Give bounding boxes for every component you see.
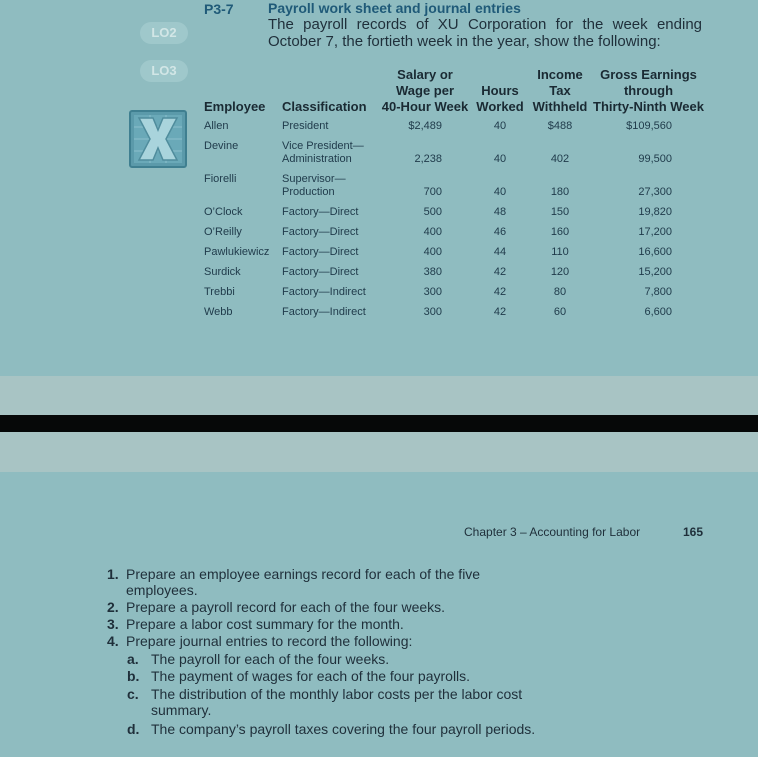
row-trebbi-salary: 300 xyxy=(423,286,442,298)
page-number: 165 xyxy=(683,525,704,539)
page-gap-band xyxy=(0,376,758,415)
chapter-label: Chapter 3 – Accounting for Labor xyxy=(464,525,641,539)
row-oclock-gross: 19,820 xyxy=(638,206,672,218)
task-4c-text: The distribution of the monthly labor costs per the labor cost summary. xyxy=(151,686,523,718)
task-4b-text: The payment of wages for each of the four payrolls. xyxy=(151,668,471,684)
row-allen-tax: $488 xyxy=(547,120,573,132)
row-trebbi-classification: Factory—Indirect xyxy=(282,286,366,298)
row-oclock-classification: Factory—Direct xyxy=(282,206,359,218)
header-hours: Hours Worked xyxy=(476,83,524,114)
lo-badge-lo2: LO2 xyxy=(140,22,188,44)
row-pawlukiewicz-employee: Pawlukiewicz xyxy=(204,246,270,258)
row-webb-gross: 6,600 xyxy=(644,306,672,318)
row-oreilly-gross: 17,200 xyxy=(638,226,672,238)
row-allen-salary: $2,489 xyxy=(408,120,442,132)
row-oclock-hours: 48 xyxy=(493,206,507,218)
row-webb-employee: Webb xyxy=(204,306,233,318)
row-allen-classification: President xyxy=(282,120,329,132)
row-devine-employee: Devine xyxy=(204,140,239,152)
row-fiorelli-hours: 40 xyxy=(493,186,507,198)
row-oclock-tax: 150 xyxy=(550,206,570,218)
row-allen-employee: Allen xyxy=(204,120,229,132)
row-oreilly-salary: 400 xyxy=(423,226,442,238)
task-4d-number: d. xyxy=(127,721,140,737)
task-4a-number: a. xyxy=(127,651,139,667)
row-trebbi-tax: 80 xyxy=(553,286,567,298)
lo-badge-lo3: LO3 xyxy=(140,60,188,82)
page-divider-bar xyxy=(0,415,758,432)
row-oreilly-hours: 46 xyxy=(493,226,507,238)
row-devine-gross: 99,500 xyxy=(638,153,672,165)
row-pawlukiewicz-hours: 44 xyxy=(493,246,507,258)
row-surdick-classification: Factory—Direct xyxy=(282,266,359,278)
task-2-text: Prepare a payroll record for each of the four weeks. xyxy=(126,599,446,615)
row-pawlukiewicz-salary: 400 xyxy=(423,246,442,258)
row-trebbi-employee: Trebbi xyxy=(204,286,235,298)
row-fiorelli-classification: Supervisor— Production xyxy=(282,173,346,198)
row-pawlukiewicz-gross: 16,600 xyxy=(638,246,672,258)
row-webb-classification: Factory—Indirect xyxy=(282,306,366,318)
row-devine-salary: 2,238 xyxy=(414,153,442,165)
row-surdick-tax: 120 xyxy=(550,266,570,278)
problem-title: Payroll work sheet and journal entries xyxy=(268,0,521,16)
row-oreilly-classification: Factory—Direct xyxy=(282,226,359,238)
row-pawlukiewicz-tax: 110 xyxy=(551,246,569,258)
row-fiorelli-gross: 27,300 xyxy=(638,186,672,198)
task-1-text: Prepare an employee earnings record for each of the five employees. xyxy=(126,566,481,598)
row-trebbi-hours: 42 xyxy=(493,286,507,298)
row-oclock-salary: 500 xyxy=(423,206,442,218)
task-4-number: 4. xyxy=(107,633,119,649)
header-classification: Classification xyxy=(282,99,367,114)
header-employee: Employee xyxy=(204,99,266,114)
row-devine-hours: 40 xyxy=(493,153,507,165)
row-surdick-salary: 380 xyxy=(423,266,442,278)
header-income-tax: Income Tax Withheld xyxy=(532,67,588,114)
row-oreilly-employee: O’Reilly xyxy=(204,226,242,238)
row-surdick-gross: 15,200 xyxy=(638,266,672,278)
spreadsheet-icon xyxy=(129,110,187,168)
task-1-number: 1. xyxy=(107,566,119,582)
task-4-text: Prepare journal entries to record the following: xyxy=(126,633,413,649)
row-oclock-employee: O’Clock xyxy=(204,206,243,218)
row-fiorelli-salary: 700 xyxy=(423,186,442,198)
task-3-number: 3. xyxy=(107,616,119,632)
row-webb-hours: 42 xyxy=(493,306,507,318)
task-3-text: Prepare a labor cost summary for the month. xyxy=(126,616,404,632)
page-gap-band-lower xyxy=(0,432,758,472)
row-trebbi-gross: 7,800 xyxy=(644,286,672,298)
task-4a-text: The payroll for each of the four weeks. xyxy=(151,651,390,667)
row-oreilly-tax: 160 xyxy=(550,226,570,238)
row-devine-tax: 402 xyxy=(550,153,570,165)
header-salary: Salary or Wage per 40-Hour Week xyxy=(381,67,469,114)
task-4c-number: c. xyxy=(127,686,139,702)
row-surdick-employee: Surdick xyxy=(204,266,241,278)
row-allen-gross: $109,560 xyxy=(626,120,672,132)
problem-description: The payroll records of XU Corporation for the week ending October 7, the fortieth week in the year, show the following: xyxy=(268,16,702,50)
row-devine-classification: Vice President— Administration xyxy=(282,140,364,165)
row-surdick-hours: 42 xyxy=(493,266,507,278)
row-webb-salary: 300 xyxy=(423,306,442,318)
row-webb-tax: 60 xyxy=(553,306,567,318)
task-2-number: 2. xyxy=(107,599,119,615)
task-4d-text: The company’s payroll taxes covering the four payroll periods. xyxy=(151,721,536,737)
row-pawlukiewicz-classification: Factory—Direct xyxy=(282,246,359,258)
problem-number: P3-7 xyxy=(204,1,234,17)
header-gross-earnings: Gross Earnings through Thirty-Ninth Week xyxy=(593,67,704,114)
row-fiorelli-tax: 180 xyxy=(550,186,570,198)
row-fiorelli-employee: Fiorelli xyxy=(204,173,237,185)
task-4b-number: b. xyxy=(127,668,140,684)
row-allen-hours: 40 xyxy=(493,120,507,132)
